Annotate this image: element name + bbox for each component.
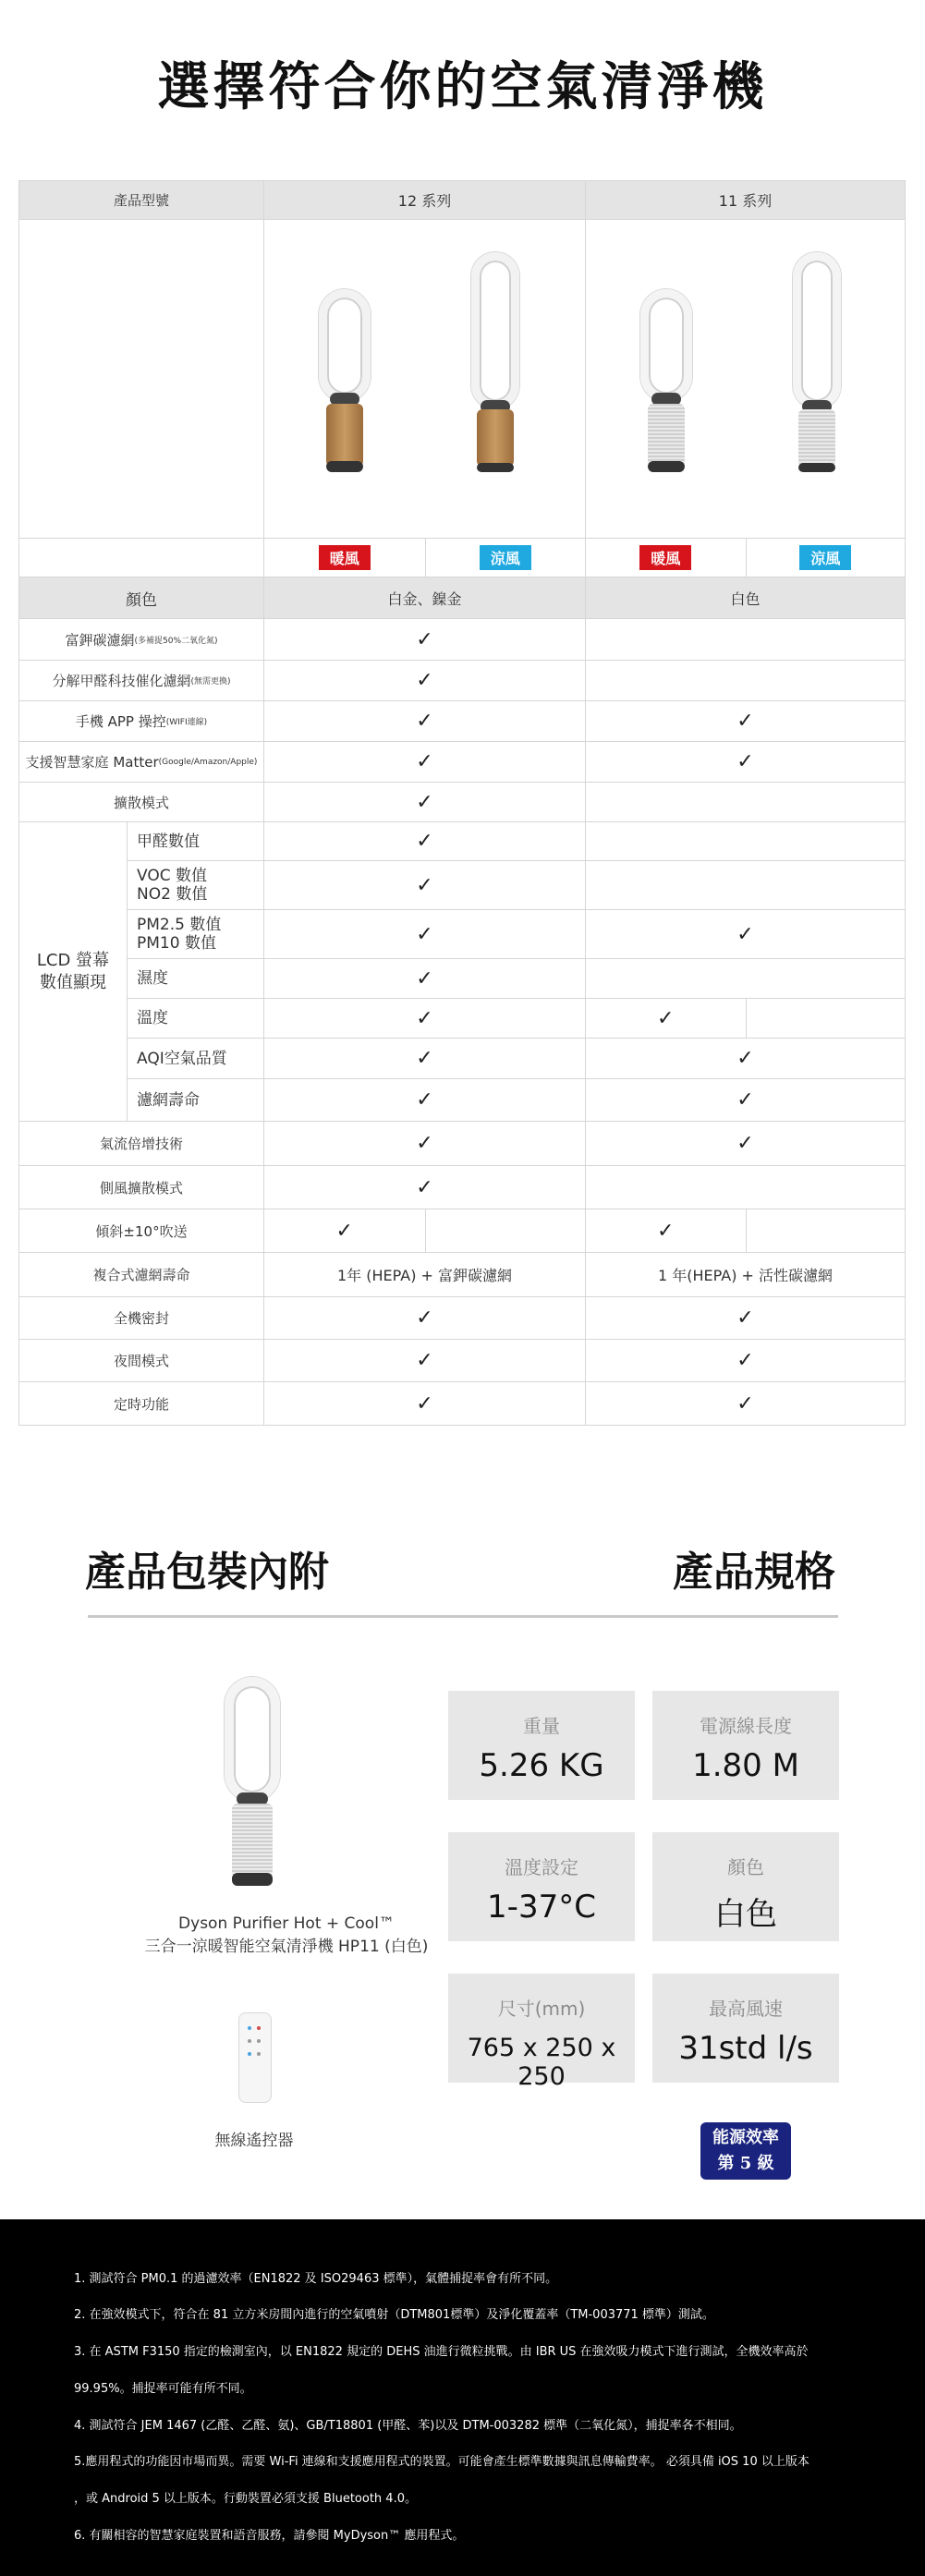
check-icon: ✓ — [736, 1088, 754, 1112]
check-icon: ✓ — [264, 1382, 586, 1425]
table-row: 擴散模式 ✓ — [19, 783, 905, 822]
table-row: 全機密封 ✓ ✓ — [19, 1297, 905, 1340]
header-model-label: 產品型號 — [19, 181, 264, 219]
table-row: 支援智慧家庭 Matter (Google/Amazon/Apple) ✓ ✓ — [19, 742, 905, 783]
check-icon: ✓ — [657, 1219, 675, 1243]
check-icon: ✓ — [264, 742, 586, 782]
remote-control-image — [238, 2012, 272, 2103]
energy-efficiency-badge: 能源效率 第 5 級 — [700, 2122, 791, 2180]
table-row: AQI空氣品質 ✓ ✓ — [128, 1039, 905, 1079]
color-row: 顏色 白金、鎳金 白色 — [19, 577, 905, 619]
product-caption — [139, 1913, 434, 1959]
warm-tag: 暖風 — [639, 545, 691, 570]
series-11-images — [586, 220, 905, 538]
spec-card: 尺寸(mm) 765 x 250 x 250 — [448, 1974, 635, 2083]
remote-caption: 無線遙控器 — [214, 2132, 294, 2150]
table-header-row — [19, 181, 905, 220]
table-row: VOC 數值 NO2 數值 ✓ — [128, 861, 905, 910]
table-row: 側風擴散模式 ✓ — [19, 1166, 905, 1209]
check-icon: ✓ — [264, 1079, 586, 1121]
check-icon: ✓ — [335, 1219, 353, 1243]
cool-tag: 涼風 — [799, 545, 851, 570]
check-icon: ✓ — [736, 922, 754, 946]
table-row: 溫度 ✓ ✓ — [128, 999, 905, 1039]
table-row: 複合式濾網壽命 1年 (HEPA) + 富鉀碳濾網 1 年(HEPA) + 活性碳濾網 — [19, 1253, 905, 1297]
footnote: 6. 有關相容的智慧家庭裝置和語音服務，請參閱 MyDyson™ 應用程式。 — [74, 2529, 465, 2543]
fan-type-row — [19, 539, 905, 577]
spec-card: 溫度設定 1-37°C — [448, 1832, 635, 1941]
table-row: 定時功能 ✓ ✓ — [19, 1382, 905, 1425]
product-image-row — [19, 220, 905, 539]
check-icon: ✓ — [264, 959, 586, 998]
lcd-group-title: LCD 螢幕 數值顯現 — [19, 822, 128, 1121]
spec-card: 顏色 白色 — [652, 1832, 839, 1941]
footnote: 99.95%。捕捉率可能有所不同。 — [74, 2382, 252, 2396]
check-icon: ✓ — [264, 999, 586, 1038]
footnote: 2. 在強效模式下，符合在 81 立方米房間內進行的空氣噴射（DTM801標準）及淨化覆蓋率（TM-003771 標準）測試。 — [74, 2308, 714, 2322]
purifier-cool-gold-image — [466, 252, 525, 474]
check-icon: ✓ — [736, 710, 754, 733]
check-icon: ✓ — [264, 822, 586, 860]
check-icon: ✓ — [264, 861, 586, 909]
table-row: 分解甲醛科技催化濾網 (無需更換) ✓ — [19, 661, 905, 701]
footnote: 5.應用程式的功能因市場而異。需要 Wi-Fi 連線和支援應用程式的裝置。可能會產生標準數據與訊息傳輸費率。 必須具備 iOS 10 以上版本 — [74, 2455, 809, 2469]
table-row: 甲醛數值 ✓ — [128, 822, 905, 861]
footnote: ，或 Android 5 以上版本。行動裝置必須支援 Bluetooth 4.0。 — [74, 2492, 417, 2506]
check-icon: ✓ — [736, 750, 754, 773]
purifier-hp11-image — [220, 1677, 285, 1889]
product-description: 三合一涼暖智能空氣清淨機 HP11 (白色) — [144, 1938, 429, 1956]
specs-title: 產品規格 — [673, 1549, 835, 1596]
check-icon: ✓ — [264, 1340, 586, 1381]
check-icon: ✓ — [264, 783, 586, 821]
check-icon: ✓ — [736, 1132, 754, 1155]
header-series-12: 12 系列 — [264, 181, 586, 219]
warm-tag: 暖風 — [319, 545, 371, 570]
spec-card: 電源線長度 1.80 M — [652, 1691, 839, 1800]
package-title: 產品包裝內附 — [85, 1549, 329, 1596]
check-icon: ✓ — [264, 1039, 586, 1078]
cool-tag: 涼風 — [480, 545, 531, 570]
footnotes — [0, 2219, 925, 2576]
check-icon: ✓ — [736, 1306, 754, 1330]
series-12-images — [264, 220, 586, 538]
check-icon: ✓ — [736, 1349, 754, 1372]
purifier-hot-cool-white-image — [637, 289, 696, 474]
spec-card: 最高風速 31std l/s — [652, 1974, 839, 2083]
lcd-display-group — [19, 822, 905, 1122]
table-row: 傾斜±10°吹送 ✓ ✓ — [19, 1209, 905, 1253]
table-row: PM2.5 數值 PM10 數值 ✓ ✓ — [128, 910, 905, 959]
table-row: 濾網壽命 ✓ ✓ — [128, 1079, 905, 1121]
check-icon: ✓ — [264, 661, 586, 700]
footnote: 1. 測試符合 PM0.1 的過濾效率（EN1822 及 ISO29463 標準），氣體捕捉率會有所不同。 — [74, 2272, 558, 2286]
check-icon: ✓ — [736, 1391, 754, 1416]
footnote: 3. 在 ASTM F3150 指定的檢測室內，以 EN1822 規定的 DEHS 油進行微粒挑戰。由 IBR US 在強效吸力模式下進行測試，全機效率高於 — [74, 2345, 809, 2359]
purifier-cool-white-image — [787, 252, 846, 474]
check-icon: ✓ — [736, 1047, 754, 1070]
check-icon: ✓ — [264, 701, 586, 741]
check-icon: ✓ — [264, 910, 586, 958]
comparison-table — [18, 180, 906, 1426]
product-name: Dyson Purifier Hot + Cool™ — [178, 1914, 395, 1933]
table-row: 濕度 ✓ — [128, 959, 905, 999]
table-row: 手機 APP 操控 (WIFI連線) ✓ ✓ — [19, 701, 905, 742]
check-icon: ✓ — [264, 1297, 586, 1339]
check-icon: ✓ — [264, 1166, 586, 1209]
table-row: 夜間模式 ✓ ✓ — [19, 1340, 905, 1382]
table-row: 氣流倍增技術 ✓ ✓ — [19, 1122, 905, 1166]
table-row: 富鉀碳濾網 (多補捉50%二氧化氮) ✓ — [19, 619, 905, 661]
check-icon: ✓ — [657, 1006, 675, 1030]
check-icon: ✓ — [264, 619, 586, 660]
check-icon: ✓ — [264, 1122, 586, 1165]
purifier-hot-cool-gold-image — [315, 289, 374, 474]
header-series-11: 11 系列 — [718, 192, 773, 210]
section-divider — [88, 1615, 838, 1618]
page-title: 選擇符合你的空氣清淨機 — [157, 57, 768, 117]
footnote: 4. 測試符合 JEM 1467 (乙醛、乙醛、氨)、GB/T18801 (甲醛、苯)以及 DTM-003282 標準（二氧化氮），捕捉率各不相同。 — [74, 2419, 742, 2433]
spec-card: 重量 5.26 KG — [448, 1691, 635, 1800]
